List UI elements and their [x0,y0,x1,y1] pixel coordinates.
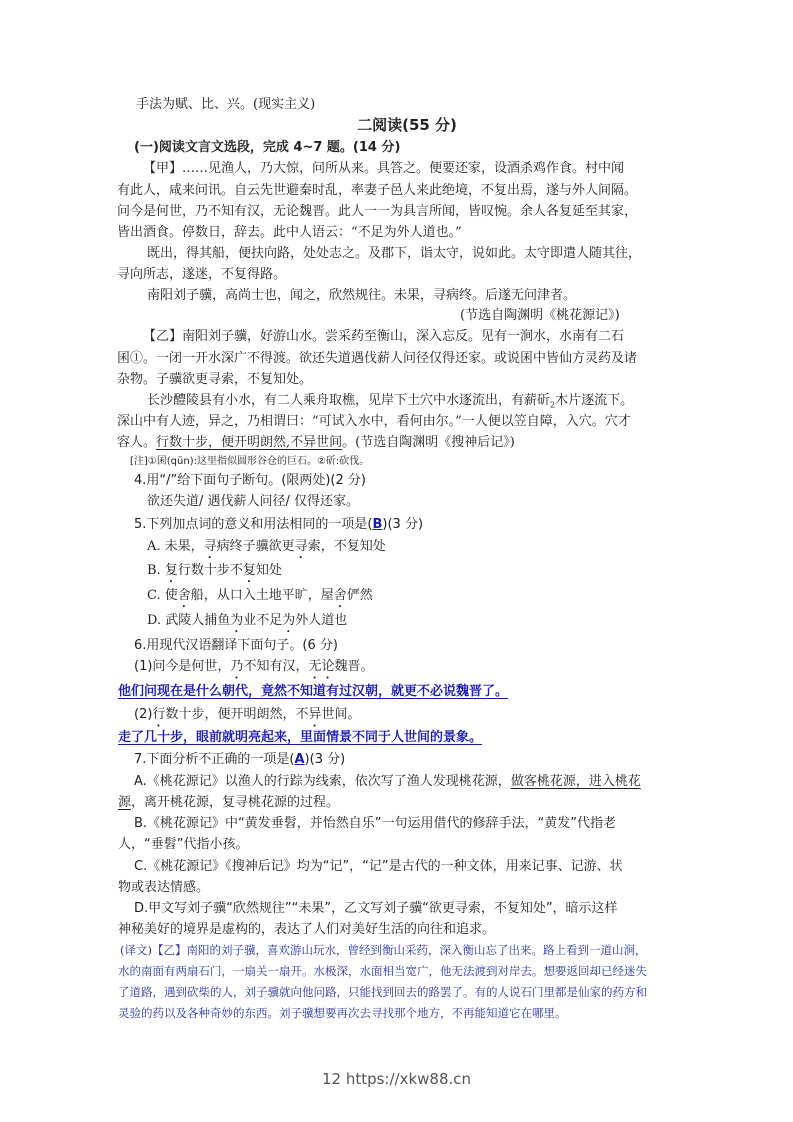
question-4-prompt: 4.用“/”给下面句子断句。(限两处)(2 分) [134,473,366,488]
section-title: 二阅读(55 分) [357,116,457,134]
option-a: A.《桃花源记》以渔人的行踪为线索，依次写了渔人发现桃花源，做客桃花源，进入桃花 [134,774,641,789]
passage-line: 囷①。一闭一开水深广不得渡。欲还失道遇伐薪人问径仅得还家。或说囷中皆仙方灵药及诸 [117,351,638,366]
option-a: A. 未果，寻病终子骥欲更寻索，不复知处 [147,539,386,554]
option-b-cont: 人，“垂髫”代指小孩。 [118,837,249,852]
passage-line: 杂物。子骥欲更寻索，不复知处。 [117,372,313,387]
passage-line: 深山中有人迹，异之，乃相谓曰：“可试入水中，看何由尔。”一人便以笠自障，入穴。穴才 [117,414,631,429]
translation-line: 了道路，遇到砍柴的人，刘子骥就向他问路，只能找到回去的路罢了。有的人说石门里都是仙家的药方和 [118,985,647,999]
question-6-sentence-1: (1)问今是何世，乃不知有汉，无论魏晋。 [134,659,374,674]
passage-line: 皆出酒食。停数日，辞去。此中人语云：“不足为外人道也。” [117,225,462,240]
passage-source: (节选自陶渊明《桃花源记》) [460,308,620,323]
passage-line: 【乙】南阳刘子骥，好游山水。尝采药至衡山，深入忘反。见有一涧水，水南有二石 [143,329,625,344]
underlined-sentence: 行数十步，便开明朗然,不异世间 [156,435,343,450]
passage-line: 长沙醴陵县有小水，有二人乘舟取樵，见岸下土穴中水逐流出，有薪斫$_2$木片逐流下。 [147,393,634,410]
option-c: C.《桃花源记》《搜神后记》均为“记”，“记”是古代的一种文体，用来记事、记游、状 [134,859,623,874]
option-c-cont: 物或表达情感。 [118,880,210,895]
translation-line: (译文)【乙】南阳的刘子骥，喜欢游山玩水，曾经到衡山采药，深入衡山忘了出来。路上看到一道山涧， [120,943,647,957]
page-footer: 12 https://xkw88.cn [321,1070,472,1088]
option-b: B. 复行数十步不复知处 [147,563,282,578]
subsection-title: (一)阅读文言文选段，完成 4~7 题。(14 分) [134,140,401,155]
passage-line: 既出，得其船，便扶向路，处处志之。及郡下，诣太守，说如此。太守即遣人随其往， [147,246,642,261]
annotation-note: [注]①囷(qūn):这里指似圆形谷仓的巨石。②斫:砍伐。 [130,456,370,467]
question-5-prompt: 5.下列加点词的意义和用法相同的一项是(B)(3 分) [134,517,424,532]
passage-line: 南阳刘子骥，高尚士也，闻之，欣然规往。未果，寻病终。后遂无问津者。 [147,288,577,303]
question-6-sentence-2: (2)行数十步，便开明朗然，不异世间。 [134,707,361,722]
passage-line: 容人。行数十步，便开明朗然,不异世间。(节选自陶渊明《搜神后记》) [117,435,515,450]
passage-line: 【甲】……见渔人，乃大惊，问所从来。具答之。便要还家，设酒杀鸡作食。村中闻 [143,161,625,176]
option-d: D.甲文写刘子骥“欣然规往”“未果”，乙文写刘子骥“欲更寻索，不复知处”，暗示这样 [134,901,618,916]
answer-letter: B [372,517,383,532]
translation-line: 水的南面有两扇石门，一扇关一扇开。水极深，水面相当宽广，他无法渡到对岸去。想要返回却已经迷失 [118,964,647,978]
option-d-cont: 神秘美好的境界是虚构的，表达了人们对美好生活的向往和追求。 [118,922,496,937]
option-a-cont: 源，离开桃花源，复寻桃花源的过程。 [118,795,340,810]
question-6-answer-1: 他们问现在是什么朝代，竟然不知道有过汉朝，就更不必说魏晋了。 [118,684,509,699]
passage-line: 有此人，咸来问讯。自云先世避秦时乱，率妻子邑人来此绝境，不复出焉，遂与外人间隔。 [117,183,638,198]
option-b: B.《桃花源记》中“黄发垂髫，并怡然自乐”一句运用借代的修辞手法，“黄发”代指老 [134,816,616,831]
option-d: D. 武陵人捕鱼为业不足为外人道也 [147,613,348,628]
passage-line: 寻向所志，遂迷，不复得路。 [117,267,287,282]
question-6-prompt: 6.用现代汉语翻译下面句子。(6 分) [134,638,338,653]
question-6-answer-2: 走了几十步，眼前就明亮起来，里面情景不同于人世间的景象。 [118,730,483,745]
passage-line: 问今是何世，乃不知有汉，无论魏晋。此人一一为具言所闻，皆叹惋。余人各复延至其家， [117,204,638,219]
option-c: C. 使舍船，从口入土地平旷，屋舍俨然 [147,588,373,603]
question-7-prompt: 7.下面分析不正确的一项是(A)(3 分) [134,752,346,767]
previous-answer-tail: 手法为赋、比、兴。(现实主义) [136,97,316,112]
answer-letter: A [294,752,305,767]
translation-line: 灵验的药以及各种奇妙的东西。刘子骥想要再次去寻找那个地方，不再能知道它在哪里。 [118,1006,567,1020]
question-4-answer: 欲还失道/ 遇伐薪人问径/ 仅得还家。 [147,494,360,509]
